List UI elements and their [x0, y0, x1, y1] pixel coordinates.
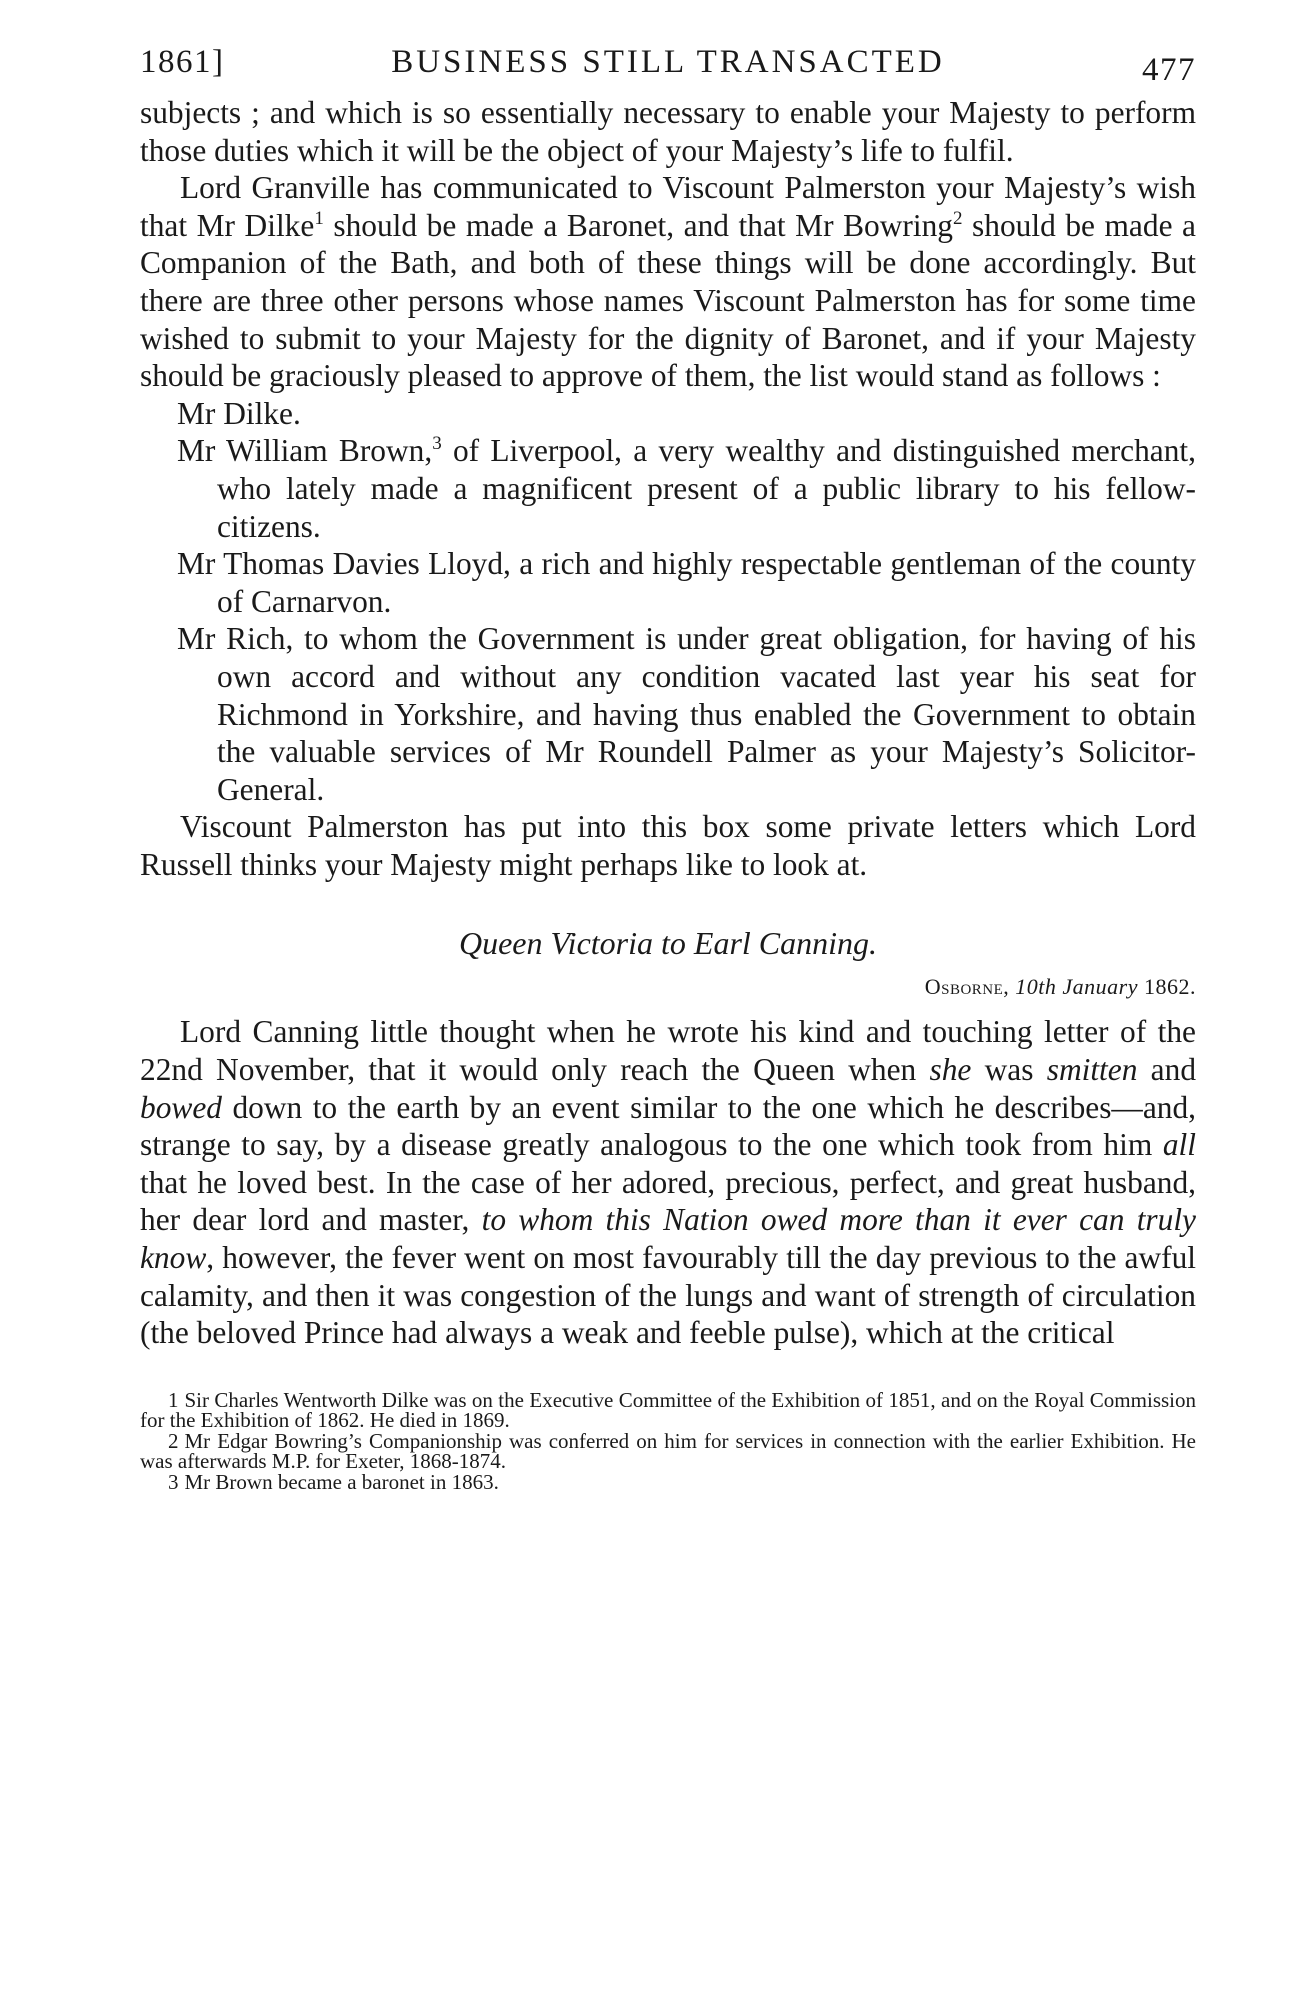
footnotes	[140, 1387, 1196, 1494]
book-page	[140, 44, 1196, 1492]
paragraph-granville: Lord Granville has communicated to Viscount Palmerston your Majesty’s wish that Mr Dilke$^1$ should be made a Baronet, and that Mr Bowring$^2$ should be made a Companion of the Bath, and both of these things will be done accordingly. But there are three other persons whose names Viscount Palmerston has for some time wished to submit to your Majesty for the dignity of Baronet, and if your Majesty should be graciously pleased to approve of them, the list would stand as follows :	[140, 170, 1196, 394]
footnote-ref-2: 2	[952, 207, 963, 229]
footnote-3: 3 Mr Brown became a baronet in 1863.	[168, 1469, 499, 1494]
paragraph-continuation: subjects ; and which is so essentially necessary to enable your Majesty to perform those duties which it will be the object of your Majesty’s life to fulfil.	[140, 95, 1196, 168]
letter-dateline: Osborne, 10th January 1862.	[924, 974, 1196, 1000]
page-number: 477	[1142, 52, 1196, 88]
footnote-ref-1: 1	[314, 207, 324, 229]
header-year: 1861]	[140, 44, 225, 80]
footnote-2: 2 Mr Edgar Bowring’s Companionship was conferred on him for services in connection with the earlier Exhibition. He was afterwards M.P. for Exeter, 1868-1874.	[140, 1428, 1196, 1474]
running-head	[140, 44, 1196, 94]
body-text	[140, 94, 1196, 1352]
list-item-dilke: Mr Dilke.	[177, 395, 301, 431]
footnote-ref-3: 3	[432, 433, 442, 455]
list-item-rich: Mr Rich, to whom the Government is under great obligation, for having of his own accord and without any condition vacated last year his seat for Richmond in Yorkshire, and having thus enabled the Government to obtain the valuable services of Mr Roundell Palmer as your Majesty’s Solicitor-General.	[177, 621, 1196, 807]
list-item-lloyd: Mr Thomas Davies Lloyd, a rich and highly respectable gentleman of the county of Carnarvon.	[177, 546, 1196, 619]
letter-heading: Queen Victoria to Earl Canning.	[458, 925, 878, 962]
header-title: BUSINESS STILL TRANSACTED	[391, 44, 945, 80]
footnote-1: 1 Sir Charles Wentworth Dilke was on the Executive Committee of the Exhibition of 1851, and on the Royal Commission for the Exhibition of 1862. He died in 1869.	[140, 1387, 1196, 1433]
paragraph-palmerston: Viscount Palmerston has put into this box some private letters which Lord Russell thinks your Majesty might perhaps like to look at.	[140, 809, 1196, 882]
letter-body: Lord Canning little thought when he wrote his kind and touching letter of the 22nd November, that it would only reach the Queen when she was smitten and bowed down to the earth by an event similar to the one which he describes—and, strange to say, by a disease greatly analogous to the one which took from him all that he loved best. In the case of her adored, precious, perfect, and great husband, her dear lord and master, to whom this Nation owed more than it ever can truly know, however, the fever went on most favourably till the day previous to the awful calamity, and then it was congestion of the lungs and want of strength of circulation (the beloved Prince had always a weak and feeble pulse), which at the critical	[140, 1014, 1197, 1351]
list-item-brown: Mr William Brown,$^3$ of Liverpool, a very wealthy and distinguished merchant, who lately made a magnificent present of a public library to his fellow-citizens.	[177, 433, 1196, 544]
